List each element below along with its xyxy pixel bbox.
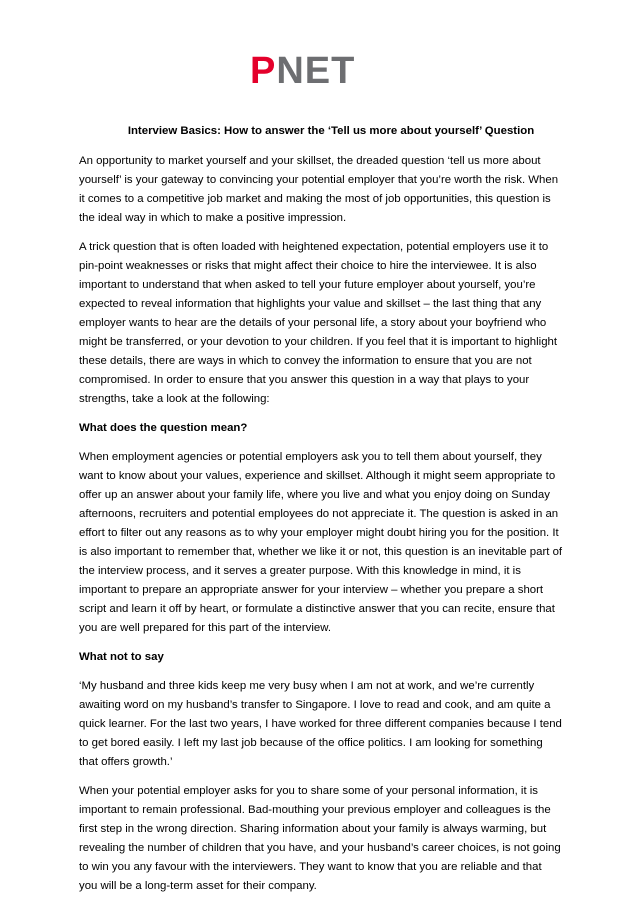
logo-letters-net: NET [276, 50, 356, 92]
section-paragraph-question-meaning: When employment agencies or potential employers ask you to tell them about yourself, they want to know about your values, experience and skillset. Although it might seem appropriate to offer up an answer about your family life, where you live and what you enjoy doing on Sunday afternoons, recruiters and potential employees do not appreciate it. The question is asked in an effort to filter out any reasons as to why your employer might doubt hiring you for the position. It is also important to remember that, whether we like it or not, this question is an inevitable part of the interview process, and it serves a greater purpose. With this knowledge in mind, it is important to prepare an appropriate answer for your interview – whether you prepare a short script and learn it off by heart, or formulate a distinctive answer that you can recite, ensure that you are well prepared for this part of the interview. [79, 451, 563, 634]
intro-paragraph-2: A trick question that is often loaded with heightened expectation, potential employers use it to pin-point weaknesses or risks that might affect their choice to hire the interviewee. It is also important to understand that when asked to tell your future employer about yourself, you’re expected to reveal information that highlights your value and skillset – the last thing that any employer wants to hear are the details of your personal life, a story about your boyfriend who might be transferred, or your devotion to your children. If you feel that it is important to highlight these details, there are ways in which to convey the information to ensure that you are not compromised. In order to ensure that you answer this question in a way that plays to your strengths, take a look at the following: [79, 241, 558, 405]
pnet-logo [250, 52, 390, 90]
intro-paragraph-1: An opportunity to market yourself and your skillset, the dreaded question ‘tell us more about yourself’ is your gateway to convincing your potential employer that you’re worth the risk. When it comes to a competitive job market and making the most of job opportunities, this question is the ideal way in which to make a positive impression. [79, 155, 559, 224]
section-heading-question-meaning: What does the question mean? [79, 422, 248, 434]
document-body [79, 122, 563, 906]
document-title: Interview Basics: How to answer the ‘Tell us more about yourself’ Question [127, 125, 535, 137]
logo-letter-p: P [250, 50, 277, 92]
section-heading-what-not-to-say: What not to say [79, 651, 164, 663]
example-quote: ‘My husband and three kids keep me very busy when I am not at work, and we’re currently awaiting word on my husband’s transfer to Singapore. I love to read and cook, and am quite a quick learner. For the last two years, I have worked for three different companies because I tend to get bored easily. I left my last job because of the office politics. I am looking for something that offers growth.’ [79, 680, 562, 768]
section-paragraph-what-not-to-say: When your potential employer asks for you to share some of your personal information, it is important to remain professional. Bad-mouthing your previous employer and colleagues is the first step in the wrong direction. Sharing information about your family is always warming, but revealing the number of children that you have, and your husband’s career choices, is not going to win you any favour with the interviewers. They want to know that you are reliable and that you will be a long-term asset for their company. [79, 785, 561, 892]
